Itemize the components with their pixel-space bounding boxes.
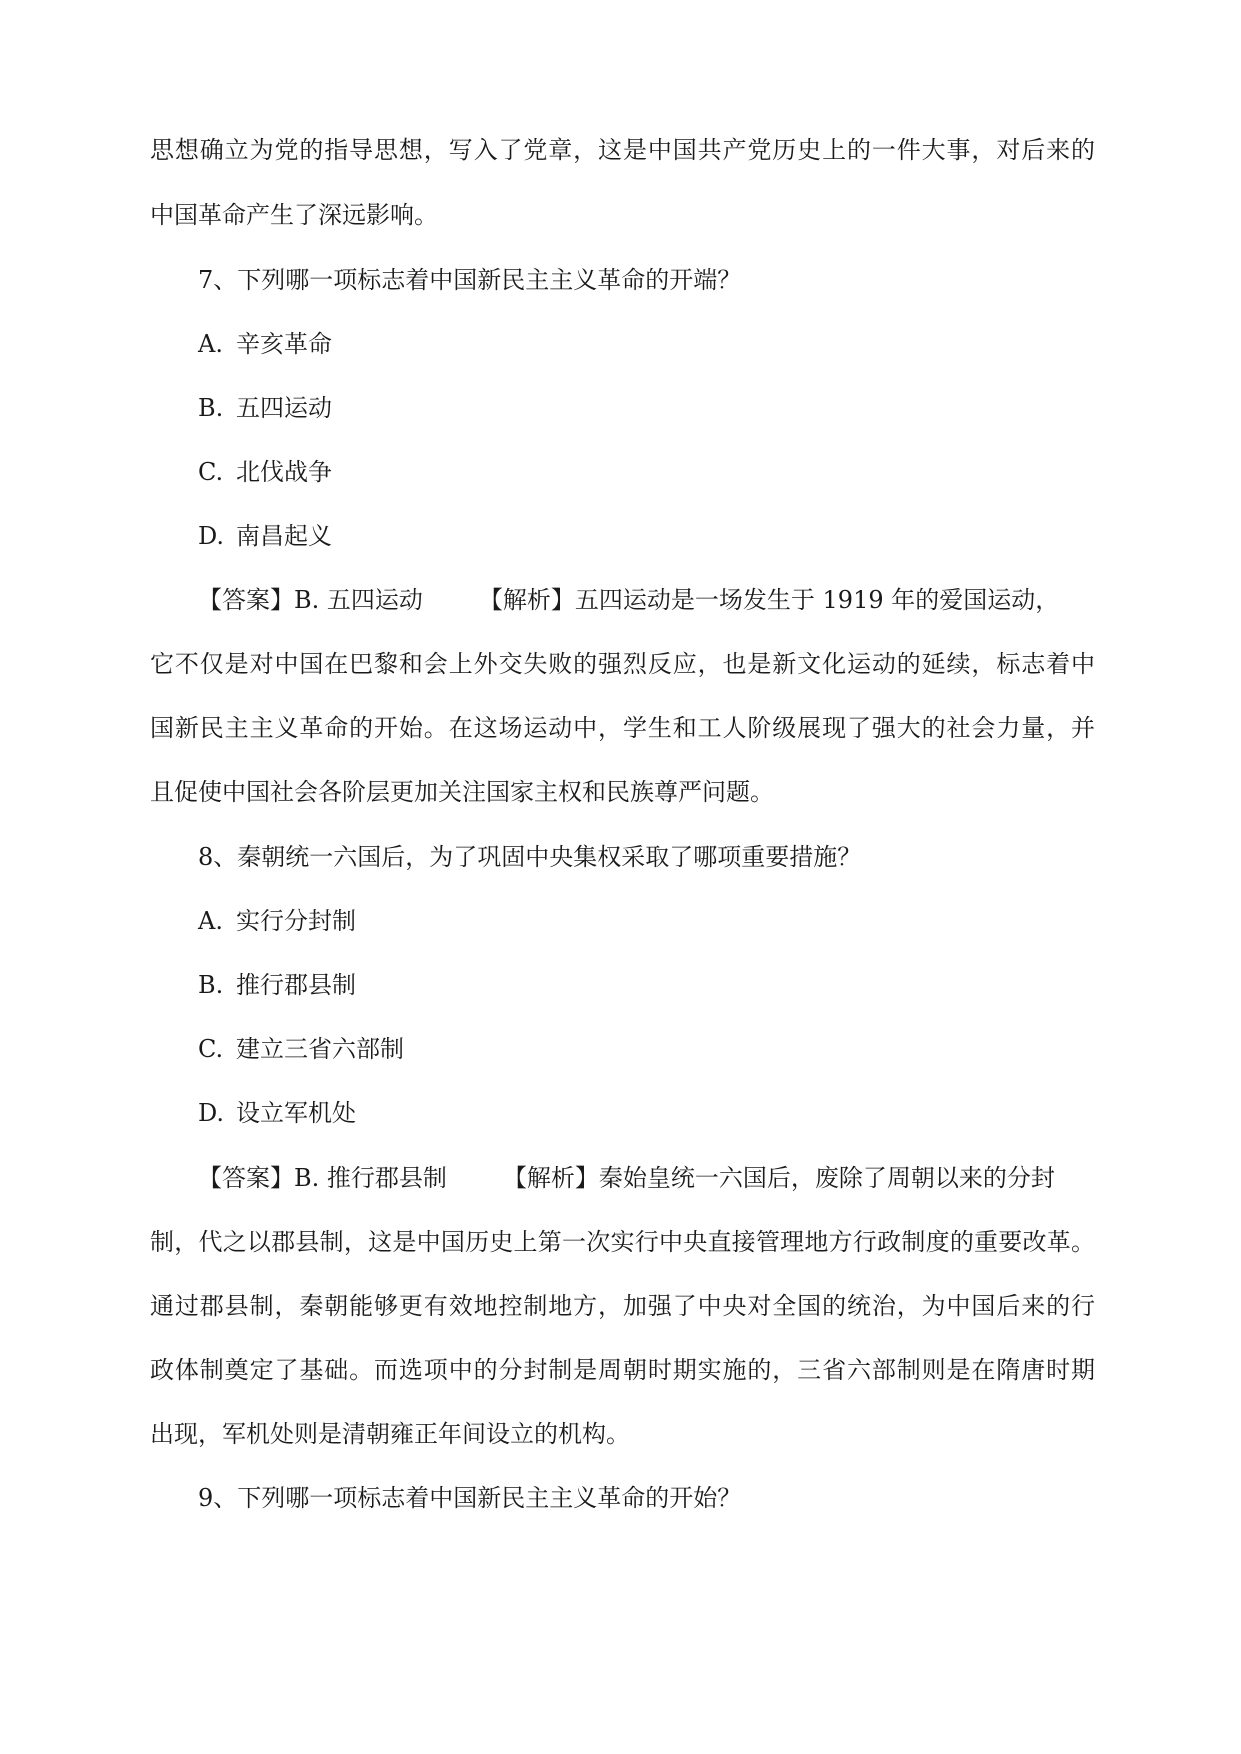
q7-analysis-line: 且促使中国社会各阶层更加关注国家主权和民族尊严问题。	[150, 778, 774, 806]
option-text: 设立军机处	[236, 1099, 356, 1127]
q8-analysis-line: 政体制奠定了基础。而选项中的分封制是周朝时期实施的，三省六部制则是在隋唐时期	[150, 1356, 1095, 1384]
q8-analysis-first: 【解析】秦始皇统一六国后，废除了周朝以来的分封	[502, 1164, 1055, 1192]
option-text: 南昌起义	[236, 522, 332, 550]
option-text: 辛亥革命	[236, 330, 332, 358]
q8-option-a	[198, 904, 1143, 938]
option-letter: B.	[198, 394, 224, 422]
option-text: 推行郡县制	[236, 971, 356, 999]
q8-option-c	[198, 1032, 1143, 1066]
q8-analysis-line: 通过郡县制，秦朝能够更有效地控制地方，加强了中央对全国的统治，为中国后来的行	[150, 1292, 1095, 1320]
option-text: 北伐战争	[236, 458, 332, 486]
q7-option-a	[198, 327, 1143, 361]
q7-option-b	[198, 391, 1143, 425]
question-8: 8、秦朝统一六国后，为了巩固中央集权采取了哪项重要措施？	[198, 843, 862, 871]
option-text: 五四运动	[236, 394, 332, 422]
option-letter: A.	[198, 907, 223, 935]
prev-explanation-line: 思想确立为党的指导思想，写入了党章，这是中国共产党历史上的一件大事，对后来的	[150, 136, 1095, 164]
option-letter: A.	[198, 330, 223, 358]
q7-analysis-first: 【解析】五四运动是一场发生于 1919 年的爱国运动，	[478, 586, 1060, 614]
option-letter: C.	[198, 1035, 224, 1063]
question-9: 9、下列哪一项标志着中国新民主主义革命的开始？	[198, 1484, 742, 1512]
q7-option-c	[198, 455, 1143, 489]
q8-option-d	[198, 1096, 1143, 1130]
q7-answer-line	[198, 583, 1143, 617]
q8-answer: 【答案】B. 推行郡县制	[198, 1164, 447, 1192]
prev-explanation-line: 中国革命产生了深远影响。	[150, 201, 438, 229]
q8-option-b	[198, 968, 1143, 1002]
option-letter: B.	[198, 971, 224, 999]
q7-answer: 【答案】B. 五四运动	[198, 586, 423, 614]
question-7: 7、下列哪一项标志着中国新民主主义革命的开端？	[198, 266, 742, 294]
option-letter: D.	[198, 1099, 225, 1127]
option-text: 建立三省六部制	[236, 1035, 404, 1063]
q8-analysis-line: 制，代之以郡县制，这是中国历史上第一次实行中央直接管理地方行政制度的重要改革。	[150, 1228, 1095, 1256]
q7-analysis-line: 国新民主主义革命的开始。在这场运动中，学生和工人阶级展现了强大的社会力量，并	[150, 714, 1095, 742]
option-letter: C.	[198, 458, 224, 486]
q7-analysis-line: 它不仅是对中国在巴黎和会上外交失败的强烈反应，也是新文化运动的延续，标志着中	[150, 650, 1095, 678]
option-letter: D.	[198, 522, 225, 550]
q8-answer-line	[198, 1161, 1143, 1195]
option-text: 实行分封制	[236, 907, 356, 935]
q7-option-d	[198, 519, 1143, 553]
q8-analysis-line: 出现，军机处则是清朝雍正年间设立的机构。	[150, 1420, 630, 1448]
